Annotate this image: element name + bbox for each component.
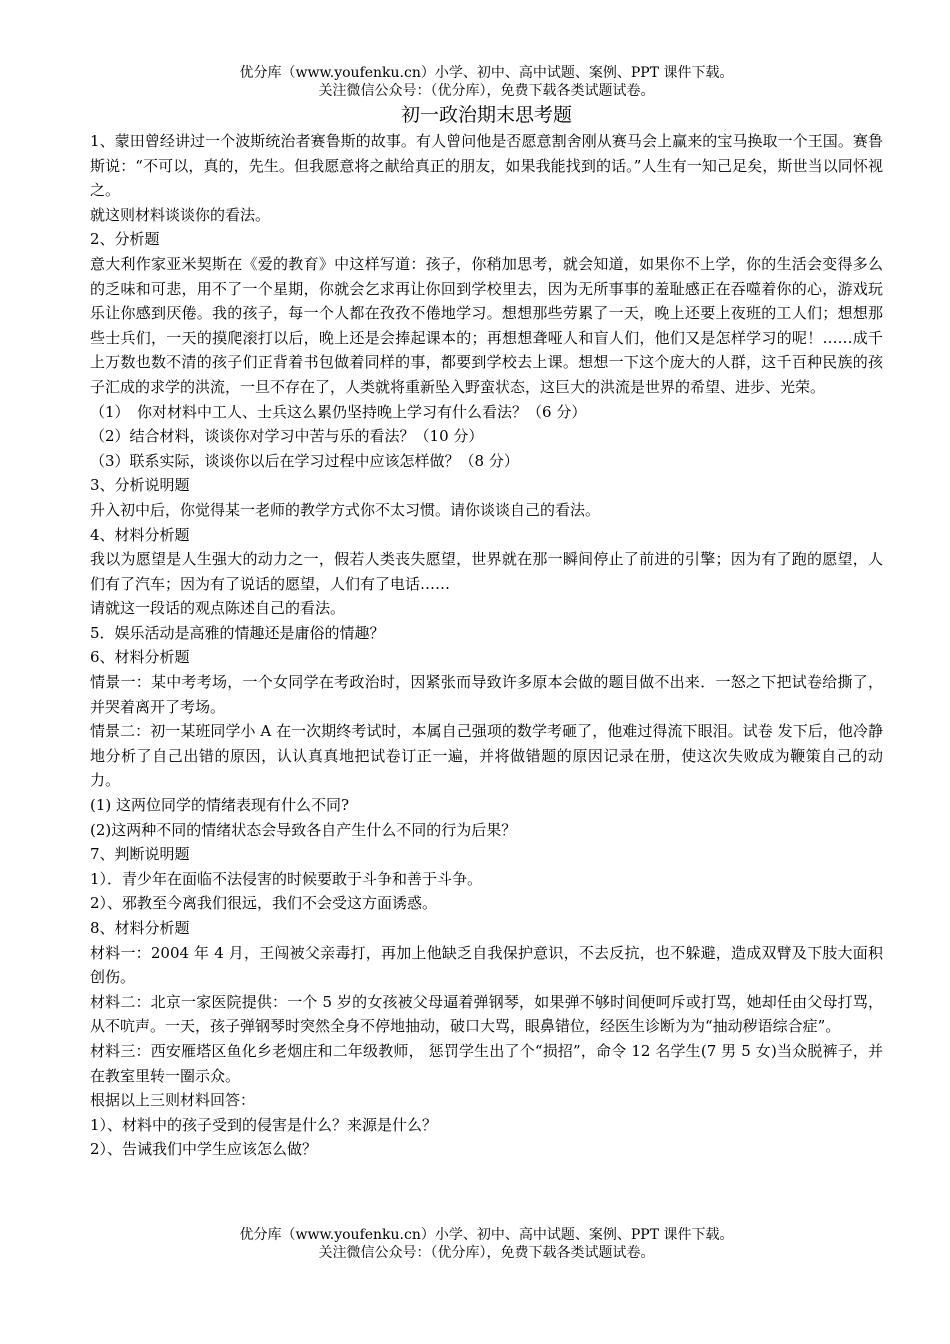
footer-line-1: 优分库（www.youfenku.cn）小学、初中、高中试题、案例、PPT 课件下载。: [239, 1227, 734, 1243]
paragraph: 情景二：初一某班同学小 A 在一次期终考试时，本属自己强项的数学考砸了，他难过得流下眼泪。试卷 发下后，他冷静地分析了自己出错的原因，认认真真地把试卷订正一遍，并将做错题的原因记录在册，使这次失败成为鞭策自己的动力。: [90, 722, 883, 790]
paragraph: 情景一：某中考考场，一个女同学在考政治时，因紧张而导致许多原本会做的题目做不出来．一怒之下把试卷给撕了，并哭着离开了考场。: [90, 673, 883, 716]
paragraph: 材料一：2004 年 4 月，王闯被父亲毒打，再加上他缺乏自我保护意识，不去反抗，也不躲避，造成双臂及下肢大面积创伤。: [90, 943, 883, 987]
question: 1）．青少年在面临不法侵害的时候要敢于斗争和善于斗争。: [90, 869, 483, 888]
question: (1) 这两位同学的情绪表现有什么不同?: [90, 796, 350, 815]
paragraph: 升入初中后，你觉得某一老师的教学方式你不太习惯。请你谈谈自己的看法。: [90, 500, 601, 519]
section-heading: 7、判断说明题: [90, 845, 190, 864]
paragraph: 请就这一段话的观点陈述自己的看法。: [90, 599, 346, 618]
question: （1） 你对材料中工人、士兵这么累仍坚持晚上学习有什么看法？（6 分）: [90, 402, 587, 421]
question: （2）结合材料，谈谈你对学习中苦与乐的看法？（10 分）: [90, 427, 484, 446]
page-title: 初一政治期末思考题: [400, 104, 572, 126]
document-page: [90, 64, 883, 1162]
paragraph: 1、蒙田曾经讲过一个波斯统治者赛鲁斯的故事。有人曾问他是否愿意割舍刚从赛马会上赢来的宝马换取一个王国。赛鲁斯说：“不可以，真的，先生。但我愿意将之献给真正的朋友，如果我能找到的话。”人生有一知己足矣，斯世当以同怀视之。: [90, 132, 883, 200]
section-heading: 6、材料分析题: [90, 648, 190, 667]
question: 5．娱乐活动是高雅的情趣还是庸俗的情趣？: [90, 623, 385, 642]
section-heading: 8、材料分析题: [90, 919, 190, 937]
header-line-2: 关注微信公众号：（优分库），免费下载各类试题试卷。: [318, 83, 655, 99]
question: 2）、告诫我们中学生应该怎么做？: [90, 1140, 318, 1159]
question: 2）、邪教至今离我们很远，我们不会受这方面诱惑。: [90, 894, 438, 913]
footer-line-2: 关注微信公众号：（优分库），免费下载各类试题试卷。: [318, 1245, 655, 1261]
section-heading: 3、分析说明题: [90, 476, 190, 495]
paragraph: 根据以上三则材料回答：: [90, 1091, 256, 1110]
question: （3）联系实际，谈谈你以后在学习过程中应该怎样做？（8 分）: [90, 451, 519, 470]
paragraph: 就这则材料谈谈你的看法。: [90, 205, 271, 224]
page-footer: [90, 1226, 883, 1262]
section-heading: 2、分析题: [90, 230, 160, 249]
paragraph: 意大利作家亚米契斯在《爱的教育》中这样写道：孩子，你稍加思考，就会知道，如果你不上学，你的生活会变得多么的乏味和可悲，用不了一个星期，你就会乞求再让你回到学校里去，因为无所事事的羞耻感正在吞噬着你的心，游戏玩乐让你感到厌倦。我的孩子，每一个人都在孜孜不倦地学习。想想那些劳累了一天，晚上还要上夜班的工人们；想想那些士兵们，一天的摸爬滚打以后，晚上还是会捧起课本的；再想想聋哑人和盲人们，他们又是怎样学习的呢！……成千上万数也数不清的孩子们正背着书包做着同样的事，都要到学校去上课。想想一下这个庞大的人群，这千百种民族的孩子汇成的求学的洪流，一旦不存在了，人类就将重新坠入野蛮状态，这巨大的洪流是世界的希望、进步、光荣。: [90, 254, 883, 396]
question: 1）、材料中的孩子受到的侵害是什么？来源是什么？: [90, 1115, 438, 1134]
paragraph: 材料二：北京一家医院提供：一个 5 岁的女孩被父母逼着弹钢琴，如果弹不够时间便呵斥或打骂，她却任由父母打骂，从不吭声。一天，孩子弹钢琴时突然全身不停地抽动，破口大骂，眼鼻错位，经医生诊断为为“抽动秽语综合症”。: [90, 992, 883, 1036]
paragraph: 材料三：西安雁塔区鱼化乡老烟庄和二年级教师， 惩罚学生出了个“损招”，命令 12 名学生(7 男 5 女)当众脱裤子，并在教室里转一圈示众。: [90, 1041, 883, 1085]
header-line-1: 优分库（www.youfenku.cn）小学、初中、高中试题、案例、PPT 课件下载。: [239, 65, 734, 81]
question: (2)这两种不同的情绪状态会导致各自产生什么不同的行为后果？: [90, 820, 517, 839]
paragraph: 我以为愿望是人生强大的动力之一，假若人类丧失愿望，世界就在那一瞬间停止了前进的引擎；因为有了跑的愿望，人们有了汽车；因为有了说话的愿望，人们有了电话……: [90, 550, 883, 593]
section-heading: 4、材料分析题: [90, 525, 190, 544]
document-body: [90, 129, 883, 1162]
